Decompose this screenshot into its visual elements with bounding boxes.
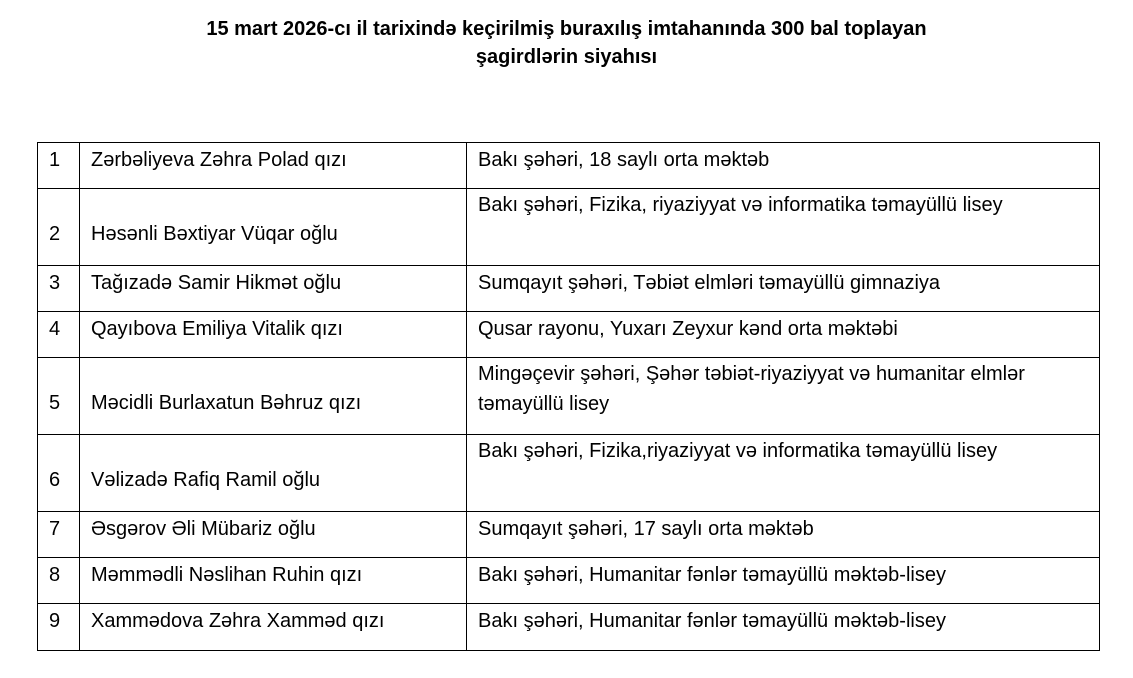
row-number: 6 — [38, 435, 80, 512]
school-name: Bakı şəhəri, 18 saylı orta məktəb — [467, 143, 1100, 189]
student-name: Zərbəliyeva Zəhra Polad qızı — [80, 143, 467, 189]
student-name: Vəlizadə Rafiq Ramil oğlu — [80, 435, 467, 512]
student-name: Tağızadə Samir Hikmət oğlu — [80, 266, 467, 312]
student-name: Məcidli Burlaxatun Bəhruz qızı — [80, 358, 467, 435]
table-row — [38, 558, 1100, 604]
table-row — [38, 435, 1100, 512]
student-name: Həsənli Bəxtiyar Vüqar oğlu — [80, 189, 467, 266]
row-number: 4 — [38, 312, 80, 358]
student-name: Qayıbova Emiliya Vitalik qızı — [80, 312, 467, 358]
student-name: Əsgərov Əli Mübariz oğlu — [80, 512, 467, 558]
title-line-1: 15 mart 2026-cı il tarixində keçirilmiş buraxılış imtahanında 300 bal toplayan — [206, 18, 927, 40]
students-table — [37, 142, 1100, 651]
row-number: 2 — [38, 189, 80, 266]
student-name: Məmmədli Nəslihan Ruhin qızı — [80, 558, 467, 604]
title-line-2: şagirdlərin siyahısı — [475, 46, 658, 68]
school-name: Bakı şəhəri, Fizika,riyaziyyat və informatika təmayüllü lisey — [467, 435, 1100, 512]
table-row — [38, 266, 1100, 312]
school-name: Sumqayıt şəhəri, Təbiət elmləri təmayüllü gimnaziya — [467, 266, 1100, 312]
table-row — [38, 189, 1100, 266]
table-row — [38, 143, 1100, 189]
student-name: Xammədova Zəhra Xamməd qızı — [80, 604, 467, 651]
table-row — [38, 312, 1100, 358]
school-name: Mingəçevir şəhəri, Şəhər təbiət-riyaziyyat və humanitar elmlər təmayüllü lisey — [467, 358, 1100, 435]
school-name: Bakı şəhəri, Humanitar fənlər təmayüllü məktəb-lisey — [467, 558, 1100, 604]
school-name: Bakı şəhəri, Humanitar fənlər təmayüllü məktəb-lisey — [467, 604, 1100, 651]
row-number: 5 — [38, 358, 80, 435]
school-name: Qusar rayonu, Yuxarı Zeyxur kənd orta məktəbi — [467, 312, 1100, 358]
school-name: Sumqayıt şəhəri, 17 saylı orta məktəb — [467, 512, 1100, 558]
page-title — [0, 15, 1133, 71]
school-name: Bakı şəhəri, Fizika, riyaziyyat və informatika təmayüllü lisey — [467, 189, 1100, 266]
row-number: 9 — [38, 604, 80, 651]
table-row — [38, 358, 1100, 435]
row-number: 3 — [38, 266, 80, 312]
row-number: 1 — [38, 143, 80, 189]
table-row — [38, 512, 1100, 558]
row-number: 7 — [38, 512, 80, 558]
row-number: 8 — [38, 558, 80, 604]
table-row — [38, 604, 1100, 651]
